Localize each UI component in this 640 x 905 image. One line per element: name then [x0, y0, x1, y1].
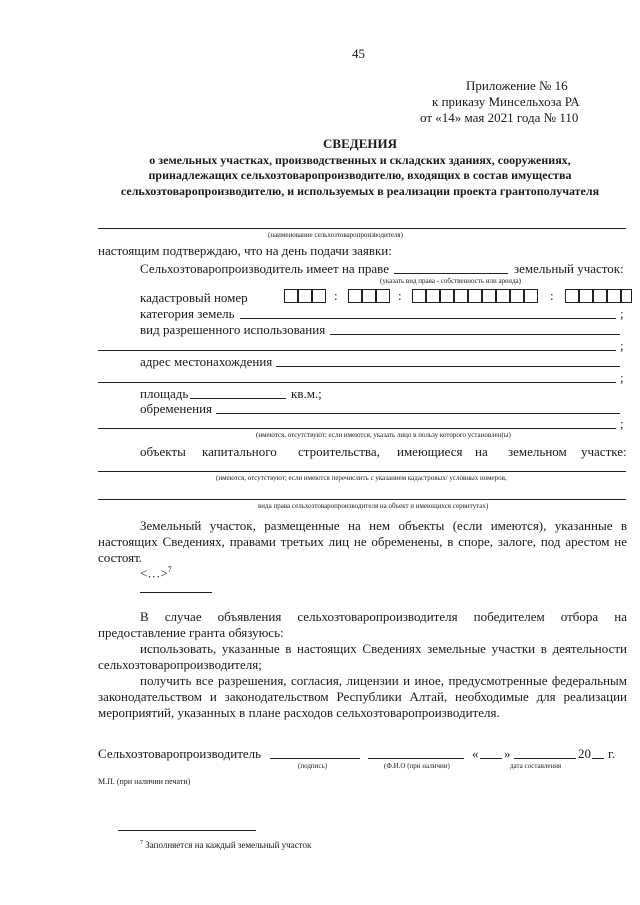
caption-encumbrance: (имеются, отсутствуют; если имеются, указать лицо в пользу которого установлен(ы) — [256, 431, 511, 439]
caption-objects: (имеются, отсутствуют; если имеются перечислить с указанием кадастровых/ условных номеров, — [216, 474, 507, 482]
capital-objects-word: строительства, — [298, 444, 380, 459]
cadastral-digit-box[interactable] — [348, 289, 362, 303]
cadastral-digit-box[interactable] — [454, 289, 468, 303]
capital-objects-word: объекты — [140, 444, 186, 459]
separator-short — [140, 592, 212, 593]
fio-field[interactable] — [368, 758, 464, 759]
cadastral-digit-box[interactable] — [510, 289, 524, 303]
subtitle-line-2: принадлежащих сельхозтоваропроизводителю, входящих в состав имущества — [148, 168, 572, 182]
cadastral-digit-box[interactable] — [621, 289, 632, 303]
year-prefix: 20 — [578, 746, 591, 761]
producer-name-field[interactable] — [98, 228, 626, 229]
cadastral-digit-box[interactable] — [376, 289, 390, 303]
cadastral-separator: : — [334, 288, 338, 303]
line-end: ; — [620, 416, 624, 431]
permitted-use-field[interactable] — [330, 334, 620, 335]
footnote — [140, 840, 311, 850]
caption-objects-right: вида права сельхозтоваропроизводителя на объект и имеющихся сервитутах) — [258, 502, 489, 510]
address-field-continued[interactable] — [98, 382, 616, 383]
right-text-left: Сельхозтоваропроизводитель имеет на праве — [140, 261, 390, 276]
capital-objects-field-continued[interactable] — [98, 499, 626, 500]
signature-field[interactable] — [270, 758, 360, 759]
quote-open: « — [472, 746, 479, 761]
year-field[interactable] — [592, 758, 604, 759]
caption-date: дата составления — [510, 762, 562, 770]
line-end: ; — [620, 338, 624, 353]
cadastral-digit-box[interactable] — [362, 289, 376, 303]
cadastral-digit-box[interactable] — [312, 289, 326, 303]
line-end: ; — [620, 306, 624, 321]
subtitle-line-3: сельхозтоваропроизводителю, и используемых в реализации проекта грантополучателя — [120, 184, 600, 198]
paragraph-use: использовать, указанные в настоящих Сведениях земельные участки в деятельности сельхозтоваропроизводителя; — [98, 641, 627, 672]
cadastral-separator: : — [550, 288, 554, 303]
paragraph-permits: получить все разрешения, согласия, лицензии и иное, предусмотренные федеральным законодательством и законодательством Республики Алтай, необходимые для реализации мероприятий, указанных в плане расходов сельхозтоваропроизводителя. — [98, 673, 627, 720]
capital-objects-word: имеющиеся — [397, 444, 463, 459]
ellipsis-marker: <…>$^7$ — [140, 565, 172, 581]
right-type-field[interactable] — [394, 273, 508, 274]
caption-signature: (подпись) — [298, 762, 328, 770]
right-text-right: земельный участок: — [514, 261, 624, 276]
year-suffix: г. — [608, 746, 616, 761]
footnote-separator — [118, 830, 256, 831]
day-field[interactable] — [480, 758, 502, 759]
encumbrance-field-continued[interactable] — [98, 428, 616, 429]
capital-objects-word: земельном — [508, 444, 567, 459]
encumbrance-field[interactable] — [216, 413, 620, 414]
caption-producer-name: (наименование сельхозтоваропроизводителя) — [268, 231, 403, 239]
area-label: площадь — [140, 386, 189, 401]
land-category-label: категория земель — [140, 306, 235, 321]
signature-label: Сельхозтоваропроизводитель — [98, 746, 262, 761]
capital-objects-word: на — [475, 444, 488, 459]
cadastral-digit-box[interactable] — [496, 289, 510, 303]
permitted-use-label: вид разрешенного использования — [140, 322, 326, 337]
footnote-number: 7 — [140, 840, 143, 846]
confirm-text: настоящим подтверждаю, что на день подачи заявки: — [98, 243, 392, 258]
area-unit: кв.м.; — [291, 386, 322, 401]
cadastral-digit-box[interactable] — [607, 289, 621, 303]
capital-objects-word: капитального — [202, 444, 277, 459]
caption-fio: (Ф.И.О (при наличии) — [384, 762, 450, 770]
cadastral-digit-box[interactable] — [482, 289, 496, 303]
appendix-line-2: к приказу Минсельхоза РА — [432, 94, 580, 109]
land-category-field[interactable] — [240, 318, 616, 319]
cadastral-digit-box[interactable] — [565, 289, 579, 303]
cadastral-digit-box[interactable] — [284, 289, 298, 303]
address-label: адрес местонахождения — [140, 354, 273, 369]
footnote-ref: 7 — [167, 565, 172, 574]
cadastral-digit-box[interactable] — [593, 289, 607, 303]
footnote-text: Заполняется на каждый земельный участок — [145, 840, 312, 850]
appendix-line-1: Приложение № 16 — [466, 78, 568, 93]
cadastral-digit-box[interactable] — [426, 289, 440, 303]
cadastral-digit-box[interactable] — [412, 289, 426, 303]
encumbrance-label: обременения — [140, 401, 213, 416]
cadastral-digit-box[interactable] — [298, 289, 312, 303]
appendix-line-3: от «14» мая 2021 года № 110 — [420, 110, 579, 125]
cadastral-digit-box[interactable] — [440, 289, 454, 303]
line-end: ; — [620, 370, 624, 385]
address-field[interactable] — [276, 366, 620, 367]
cadastral-digit-box[interactable] — [468, 289, 482, 303]
capital-objects-word: участке: — [581, 444, 627, 459]
capital-objects-field[interactable] — [98, 471, 626, 472]
cadastral-separator: : — [398, 288, 402, 303]
quote-close: » — [504, 746, 511, 761]
paragraph-winner: В случае объявления сельхозтоваропроизводителя победителем отбора на предоставление гранта обязуюсь: — [98, 609, 627, 640]
area-field[interactable] — [190, 398, 286, 399]
cadastral-digit-box[interactable] — [524, 289, 538, 303]
stamp-note: М.П. (при наличии печати) — [98, 777, 191, 786]
permitted-use-field-continued[interactable] — [98, 350, 616, 351]
caption-right-type: (указать вид права - собственность или аренда) — [380, 277, 521, 285]
month-field[interactable] — [514, 758, 576, 759]
subtitle-line-1: о земельных участках, производственных и складских зданиях, сооружениях, — [149, 153, 571, 167]
paragraph-not-encumbered: Земельный участок, размещенные на нем объекты (если имеются), указанные в настоящих Сведениях, правами третьих лиц не обременены, в споре, залоге, под арестом не состоят. — [98, 518, 627, 565]
cadastral-label: кадастровый номер — [140, 290, 248, 305]
page-number: 45 — [352, 46, 365, 61]
document-title: СВЕДЕНИЯ — [323, 136, 397, 151]
cadastral-digit-box[interactable] — [579, 289, 593, 303]
